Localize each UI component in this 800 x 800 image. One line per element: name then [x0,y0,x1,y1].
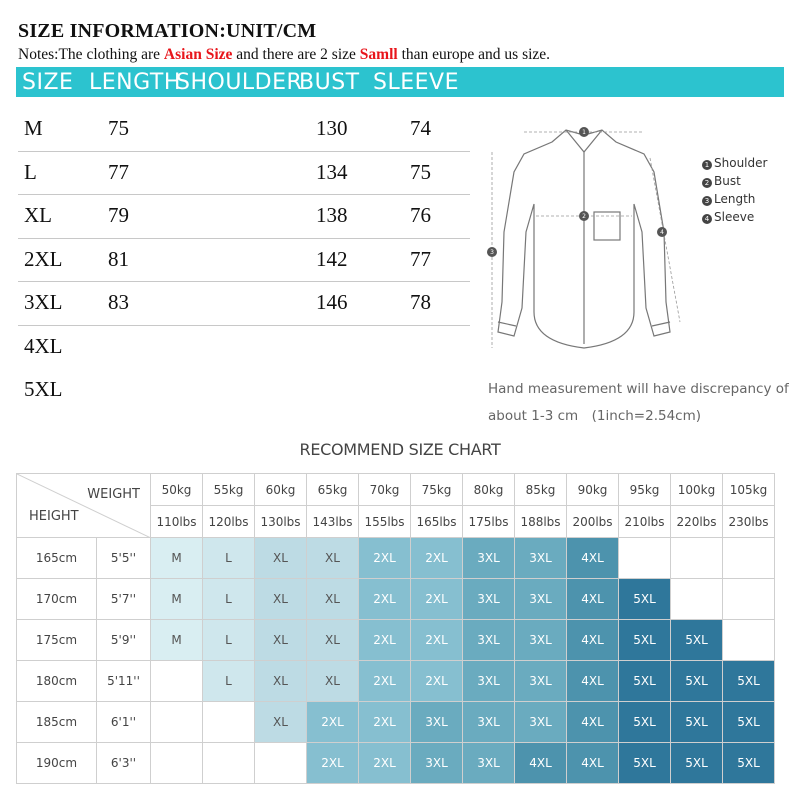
size-recommendation-cell: 4XL [567,579,619,620]
svg-text:3: 3 [490,249,494,256]
size-recommendation-cell: 3XL [463,702,515,743]
weight-lbs-header: 165lbs [411,506,463,538]
size-recommendation-cell [723,620,775,661]
size-cell-bust: 142 [316,246,348,271]
size-recommendation-cell: 4XL [567,538,619,579]
notes-text-3: than europe and us size. [397,46,551,63]
number-3-icon: 3 [702,196,712,206]
page-title: SIZE INFORMATION:UNIT/CM [18,20,317,42]
size-cell-bust: 138 [316,203,348,227]
weight-lbs-header: 188lbs [515,506,567,538]
weight-lbs-header: 175lbs [463,506,515,538]
size-cell-bust: 130 [316,116,348,140]
weight-lbs-header: 220lbs [671,506,723,538]
size-recommendation-cell: 2XL [307,743,359,784]
weight-lbs-header: 155lbs [359,506,411,538]
size-recommendation-cell: 5XL [619,579,671,620]
size-recommendation-cell: 3XL [463,661,515,702]
weight-kg-header: 60kg [255,474,307,506]
weight-kg-header: 85kg [515,474,567,506]
number-1-icon: 1 [702,160,712,170]
size-recommendation-cell [723,538,775,579]
height-row [17,661,775,702]
legend-item-sleeve: 4 Sleeve [702,210,767,228]
size-recommendation-cell: 3XL [463,538,515,579]
svg-text:1: 1 [582,129,586,136]
banner-label-sleeve: SLEEVE [373,70,459,95]
size-recommendation-cell: 5XL [723,743,775,784]
size-recommendation-cell: 5XL [619,661,671,702]
size-recommendation-cell: 5XL [619,702,671,743]
weight-kg-header: 55kg [203,474,255,506]
weight-kg-header: 65kg [307,474,359,506]
size-cell-size: 4XL [24,333,63,358]
recommend-size-chart [16,473,775,784]
size-notes [18,46,550,64]
size-row [18,239,470,283]
size-cell-sleeve: 77 [410,246,431,271]
size-recommendation-cell: XL [255,661,307,702]
weight-lbs-header: 130lbs [255,506,307,538]
size-cell-length: 83 [108,290,129,314]
size-recommendation-cell: 2XL [359,620,411,661]
height-ft: 5'11'' [97,661,151,702]
size-cell-size: 2XL [24,246,63,271]
weight-kg-header: 75kg [411,474,463,506]
disclaimer-line-2: about 1-3 cm (1inch=2.54cm) [488,408,702,424]
legend-item-bust: 2 Bust [702,174,767,192]
height-ft: 5'5'' [97,538,151,579]
weight-lbs-header: 230lbs [723,506,775,538]
size-row [18,108,470,152]
height-row [17,702,775,743]
height-label: HEIGHT [29,509,79,524]
size-recommendation-cell: 3XL [515,661,567,702]
size-recommendation-cell: 5XL [723,661,775,702]
shirt-measurement-icon [484,112,684,358]
legend-item-length: 3 Length [702,192,767,210]
size-recommendation-cell [671,579,723,620]
weight-lbs-header: 200lbs [567,506,619,538]
size-recommendation-cell: 3XL [463,743,515,784]
size-recommendation-cell: XL [255,620,307,661]
measurement-legend [702,156,767,228]
measurement-disclaimer [488,376,789,430]
height-row [17,743,775,784]
number-2-icon: 2 [702,178,712,188]
height-row [17,538,775,579]
size-recommendation-cell [151,661,203,702]
size-recommendation-cell: 5XL [619,620,671,661]
size-recommendation-cell: L [203,538,255,579]
size-row [18,326,470,370]
height-ft: 6'1'' [97,702,151,743]
size-recommendation-cell: 2XL [359,538,411,579]
size-recommendation-cell: 2XL [359,661,411,702]
size-cell-sleeve: 78 [410,290,431,314]
banner-label-bust: BUST [299,70,360,95]
size-recommendation-cell [255,743,307,784]
size-recommendation-cell: 5XL [723,702,775,743]
size-recommendation-cell: 5XL [671,620,723,661]
size-recommendation-cell: M [151,538,203,579]
height-cm: 185cm [17,702,97,743]
size-recommendation-cell: 2XL [411,579,463,620]
svg-text:4: 4 [660,229,664,236]
notes-text-1: Notes:The clothing are [18,46,164,63]
size-cell-bust: 146 [316,290,348,314]
disclaimer-line-1: Hand measurement will have discrepancy of [488,381,789,397]
size-recommendation-cell: 2XL [411,620,463,661]
banner-label-shoulder: SHOULDER [176,70,303,95]
corner-diagonal-line [17,474,151,538]
size-recommendation-cell: XL [255,538,307,579]
banner-label-length: LENGTH [89,70,181,95]
notes-text-2: and there are 2 size [232,46,360,63]
size-cell-size: 3XL [24,290,63,314]
size-cell-bust: 134 [316,159,348,184]
size-row [18,195,470,239]
size-measurement-table [18,108,470,413]
size-recommendation-cell: L [203,661,255,702]
size-recommendation-cell: 3XL [463,620,515,661]
weight-kg-header: 105kg [723,474,775,506]
size-recommendation-cell: 2XL [307,702,359,743]
size-recommendation-cell: XL [307,620,359,661]
size-recommendation-cell [671,538,723,579]
size-cell-size: XL [24,203,52,227]
size-recommendation-cell [723,579,775,620]
height-row [17,579,775,620]
size-recommendation-cell: 5XL [671,743,723,784]
size-recommendation-cell: XL [255,702,307,743]
height-cm: 175cm [17,620,97,661]
size-cell-sleeve: 76 [410,203,431,227]
size-recommendation-cell [619,538,671,579]
weight-kg-header: 70kg [359,474,411,506]
weight-lbs-header: 143lbs [307,506,359,538]
weight-kg-header: 80kg [463,474,515,506]
size-recommendation-cell: 3XL [515,620,567,661]
size-cell-sleeve: 74 [410,116,431,140]
size-recommendation-cell: 4XL [515,743,567,784]
size-recommendation-cell: 3XL [515,579,567,620]
height-ft: 6'3'' [97,743,151,784]
size-recommendation-cell: L [203,620,255,661]
weight-kg-header: 50kg [151,474,203,506]
size-recommendation-cell: M [151,620,203,661]
size-recommendation-cell [203,743,255,784]
size-recommendation-cell: 3XL [515,538,567,579]
column-header-banner [16,67,784,97]
size-recommendation-cell [203,702,255,743]
size-cell-length: 81 [108,246,129,271]
height-ft: 5'7'' [97,579,151,620]
size-recommendation-cell: M [151,579,203,620]
size-cell-size: M [24,116,43,140]
weight-lbs-header: 120lbs [203,506,255,538]
size-recommendation-cell: 4XL [567,620,619,661]
size-row [18,369,470,413]
height-row [17,620,775,661]
height-cm: 180cm [17,661,97,702]
banner-label-size: SIZE [22,70,74,95]
weight-lbs-header: 210lbs [619,506,671,538]
size-recommendation-cell: XL [307,579,359,620]
size-recommendation-cell: 3XL [463,579,515,620]
size-recommendation-cell: 5XL [671,702,723,743]
size-cell-sleeve: 75 [410,159,431,184]
size-recommendation-cell: XL [307,538,359,579]
size-recommendation-cell: 2XL [359,702,411,743]
size-recommendation-cell: 2XL [411,661,463,702]
size-recommendation-cell: 2XL [359,579,411,620]
legend-item-shoulder: 1 Shoulder [702,156,767,174]
size-cell-length: 79 [108,203,129,227]
size-recommendation-cell: L [203,579,255,620]
svg-text:2: 2 [582,213,586,220]
size-recommendation-cell: 2XL [359,743,411,784]
height-ft: 5'9'' [97,620,151,661]
height-cm: 190cm [17,743,97,784]
weight-kg-header: 95kg [619,474,671,506]
weight-kg-header: 100kg [671,474,723,506]
notes-highlight-small: Samll [359,46,398,63]
size-recommendation-cell: 3XL [515,702,567,743]
size-recommendation-cell: 3XL [411,743,463,784]
size-recommendation-cell: 4XL [567,702,619,743]
size-cell-length: 77 [108,159,129,184]
size-recommendation-cell: XL [307,661,359,702]
size-recommendation-cell: 2XL [411,538,463,579]
size-recommendation-cell [151,743,203,784]
size-row [18,282,470,326]
size-recommendation-cell: 4XL [567,743,619,784]
weight-label: WEIGHT [87,487,140,502]
size-row [18,152,470,196]
number-4-icon: 4 [702,214,712,224]
size-recommendation-cell: 5XL [619,743,671,784]
size-recommendation-cell: 3XL [411,702,463,743]
size-recommendation-cell: 5XL [671,661,723,702]
size-cell-size: L [24,159,37,184]
weight-lbs-header: 110lbs [151,506,203,538]
size-recommendation-cell: 4XL [567,661,619,702]
size-cell-length: 75 [108,116,129,140]
weight-kg-header: 90kg [567,474,619,506]
size-recommendation-cell: XL [255,579,307,620]
height-cm: 165cm [17,538,97,579]
notes-highlight-asian-size: Asian Size [163,46,233,63]
chart-corner-header [17,474,151,538]
size-recommendation-cell [151,702,203,743]
size-cell-size: 5XL [24,377,63,401]
recommend-chart-title: RECOMMEND SIZE CHART [299,440,501,459]
height-cm: 170cm [17,579,97,620]
